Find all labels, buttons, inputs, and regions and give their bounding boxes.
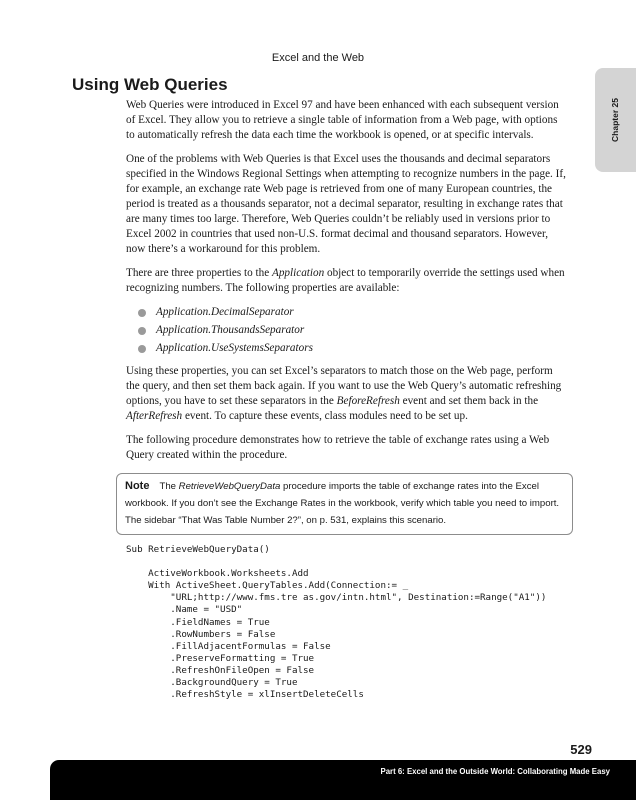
code-line: "URL;http://www.fms.tre as.gov/intn.html", Destination:=Range("A1")) [126,592,547,604]
property-list [126,305,566,356]
text-run: Using these properties, you can set Excel’s separators to match those on the Web page, perform the query, and then set them back again. If you want to use the Web Query’s automatic refreshing options, you have to set these separators in the [126,365,562,407]
text-run: event. To capture these events, class modules need to be set up. [182,410,468,422]
paragraph-using-properties [126,364,566,424]
footer-bar [50,760,636,800]
code-term: Application [271,267,325,279]
code-line: .FieldNames = True [126,616,270,628]
list-item-text: Application.DecimalSeparator [156,306,294,318]
body-text [126,98,566,472]
code-term: BeforeRefresh [336,395,400,407]
code-line: .RefreshStyle = xlInsertDeleteCells [126,689,364,701]
page-number: 529 [570,742,592,757]
code-listing [126,544,546,701]
section-heading: Using Web Queries [72,75,228,94]
list-item [126,323,566,338]
paragraph-separators-problem: One of the problems with Web Queries is that Excel uses the thousands and decimal separators specified in the Windows Regional Settings when attempting to recognize numbers in the page. If, for example, an exchange rate Web page is retrieved from one of many European countries, the period is treated as a thousands separator, not a decimal separator, resulting in exchange rates that are many times too large. Therefore, Web Queries couldn’t be reliably used in versions prior to Excel 2002 in countries that used non-U.S. format decimal and thousand separators. However, now there’s a workaround for this problem. [126,153,566,255]
code-line: ActiveWorkbook.Worksheets.Add [126,568,309,580]
chapter-tab [595,68,636,172]
list-item-text: Application.UseSystemsSeparators [156,342,313,354]
list-item [126,305,566,320]
part-title: Part 6: Excel and the Outside World: Collaborating Made Easy [380,767,610,776]
code-line: .Name = "USD" [126,604,243,616]
note-label: Note [125,480,150,492]
note-text: The [159,481,179,492]
list-item [126,341,566,356]
code-line: .RefreshOnFileOpen = False [126,664,315,676]
code-line: .PreserveFormatting = True [126,652,315,664]
paragraph-application-properties [126,266,566,296]
code-line: .BackgroundQuery = True [126,677,298,689]
chapter-tab-label: Chapter 25 [610,98,620,142]
list-item-text: Application.ThousandsSeparator [156,324,305,336]
code-line: .RowNumbers = False [126,628,276,640]
note-box [116,473,573,535]
code-line: With ActiveSheet.QueryTables.Add(Connection:= _ [126,580,409,592]
bullet-icon [138,327,146,335]
text-run: object to temporarily override the settings used when recognizing numbers. The following properties are available: [126,267,565,294]
paragraph-intro: Web Queries were introduced in Excel 97 and have been enhanced with each subsequent version of Excel. They allow you to retrieve a single table of information from a Web page, with options to automatically refresh the data each time the workbook is opened, or at specific intervals. [126,99,559,141]
code-line: .FillAdjacentFormulas = False [126,640,331,652]
code-line: Sub RetrieveWebQueryData() [126,544,270,555]
code-term: RetrieveWebQueryData [178,481,281,492]
note-text: procedure imports the table of exchange rates into the Excel workbook. If you don’t see the Exchange Rates in the workbook, verify which table you need to import. The sidebar “That Was Table Number 2?”, on p. 531, explains this scenario. [125,481,560,526]
text-run: There are three properties to the [126,267,272,279]
text-run: event and set them back in the [399,395,539,407]
running-head: Excel and the Web [271,52,365,64]
code-term: AfterRefresh [126,410,183,422]
bullet-icon [138,345,146,353]
bullet-icon [138,309,146,317]
paragraph-procedure-intro: The following procedure demonstrates how to retrieve the table of exchange rates using a Web Query created within the procedure. [126,434,550,461]
